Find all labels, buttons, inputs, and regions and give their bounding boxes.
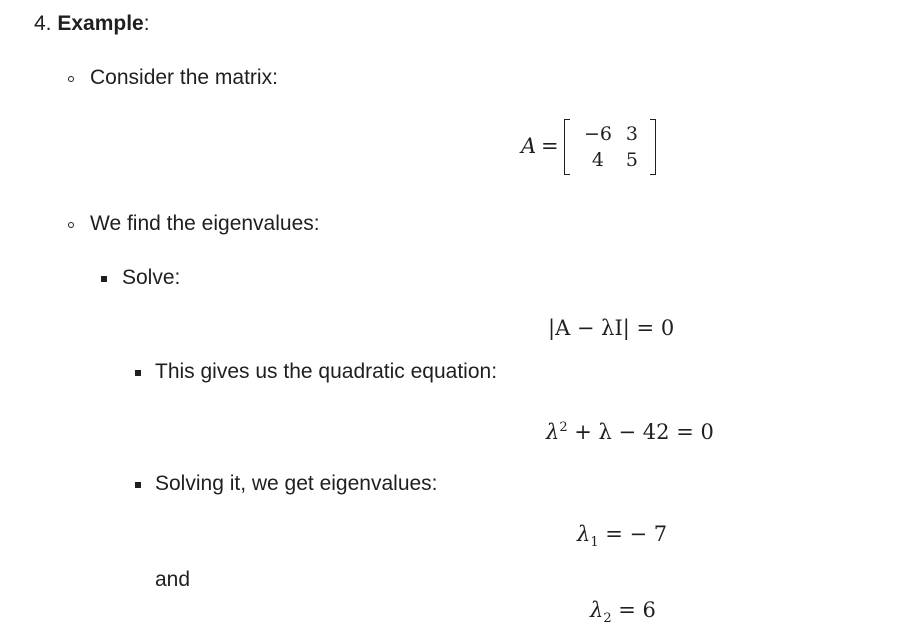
lambda2-symbol: λ (590, 598, 604, 622)
quadratic-exponent: 2 (559, 420, 568, 435)
quadratic-lambda: λ (546, 420, 560, 444)
left-bracket (564, 119, 570, 175)
matrix-cell-12: 3 (625, 123, 638, 145)
list-item-find: We find the eigenvalues: (90, 212, 320, 235)
lambda2-subscript: 2 (603, 611, 612, 627)
step-colon: : (143, 12, 150, 35)
lambda1-rest: = − 7 (598, 522, 668, 546)
lambda1-subscript: 1 (590, 535, 599, 551)
and-text: and (155, 568, 191, 591)
circle-bullet-icon (68, 76, 74, 82)
circle-bullet-icon (68, 222, 74, 228)
step-title: Example (57, 12, 144, 35)
matrix-name: A (521, 134, 537, 158)
lambda2-rest: = 6 (611, 598, 656, 622)
matrix-cell-22: 5 (625, 149, 638, 171)
square-bullet-icon (135, 370, 141, 376)
step-heading (34, 12, 150, 36)
matrix-equals: = (541, 134, 559, 158)
matrix (564, 119, 656, 175)
quadratic-rest: + λ − 42 = 0 (567, 420, 714, 444)
eigenvalue-1 (577, 522, 667, 555)
determinant-text: |A − λI| = 0 (548, 316, 675, 340)
step-number: 4. (34, 12, 52, 35)
matrix-cell-11: −6 (583, 123, 612, 145)
eigenvalue-2 (590, 598, 656, 631)
list-item-gives: This gives us the quadratic equation: (155, 360, 498, 383)
list-item-solve: Solve: (122, 266, 181, 289)
square-bullet-icon (101, 276, 107, 282)
quadratic-equation (546, 416, 714, 444)
square-bullet-icon (135, 482, 141, 488)
determinant-equation (548, 316, 674, 340)
list-item-solving: Solving it, we get eigenvalues: (155, 472, 438, 495)
right-bracket (650, 119, 656, 175)
lambda1-symbol: λ (577, 522, 591, 546)
list-item-consider: Consider the matrix: (90, 66, 278, 89)
matrix-cell-21: 4 (591, 149, 604, 171)
